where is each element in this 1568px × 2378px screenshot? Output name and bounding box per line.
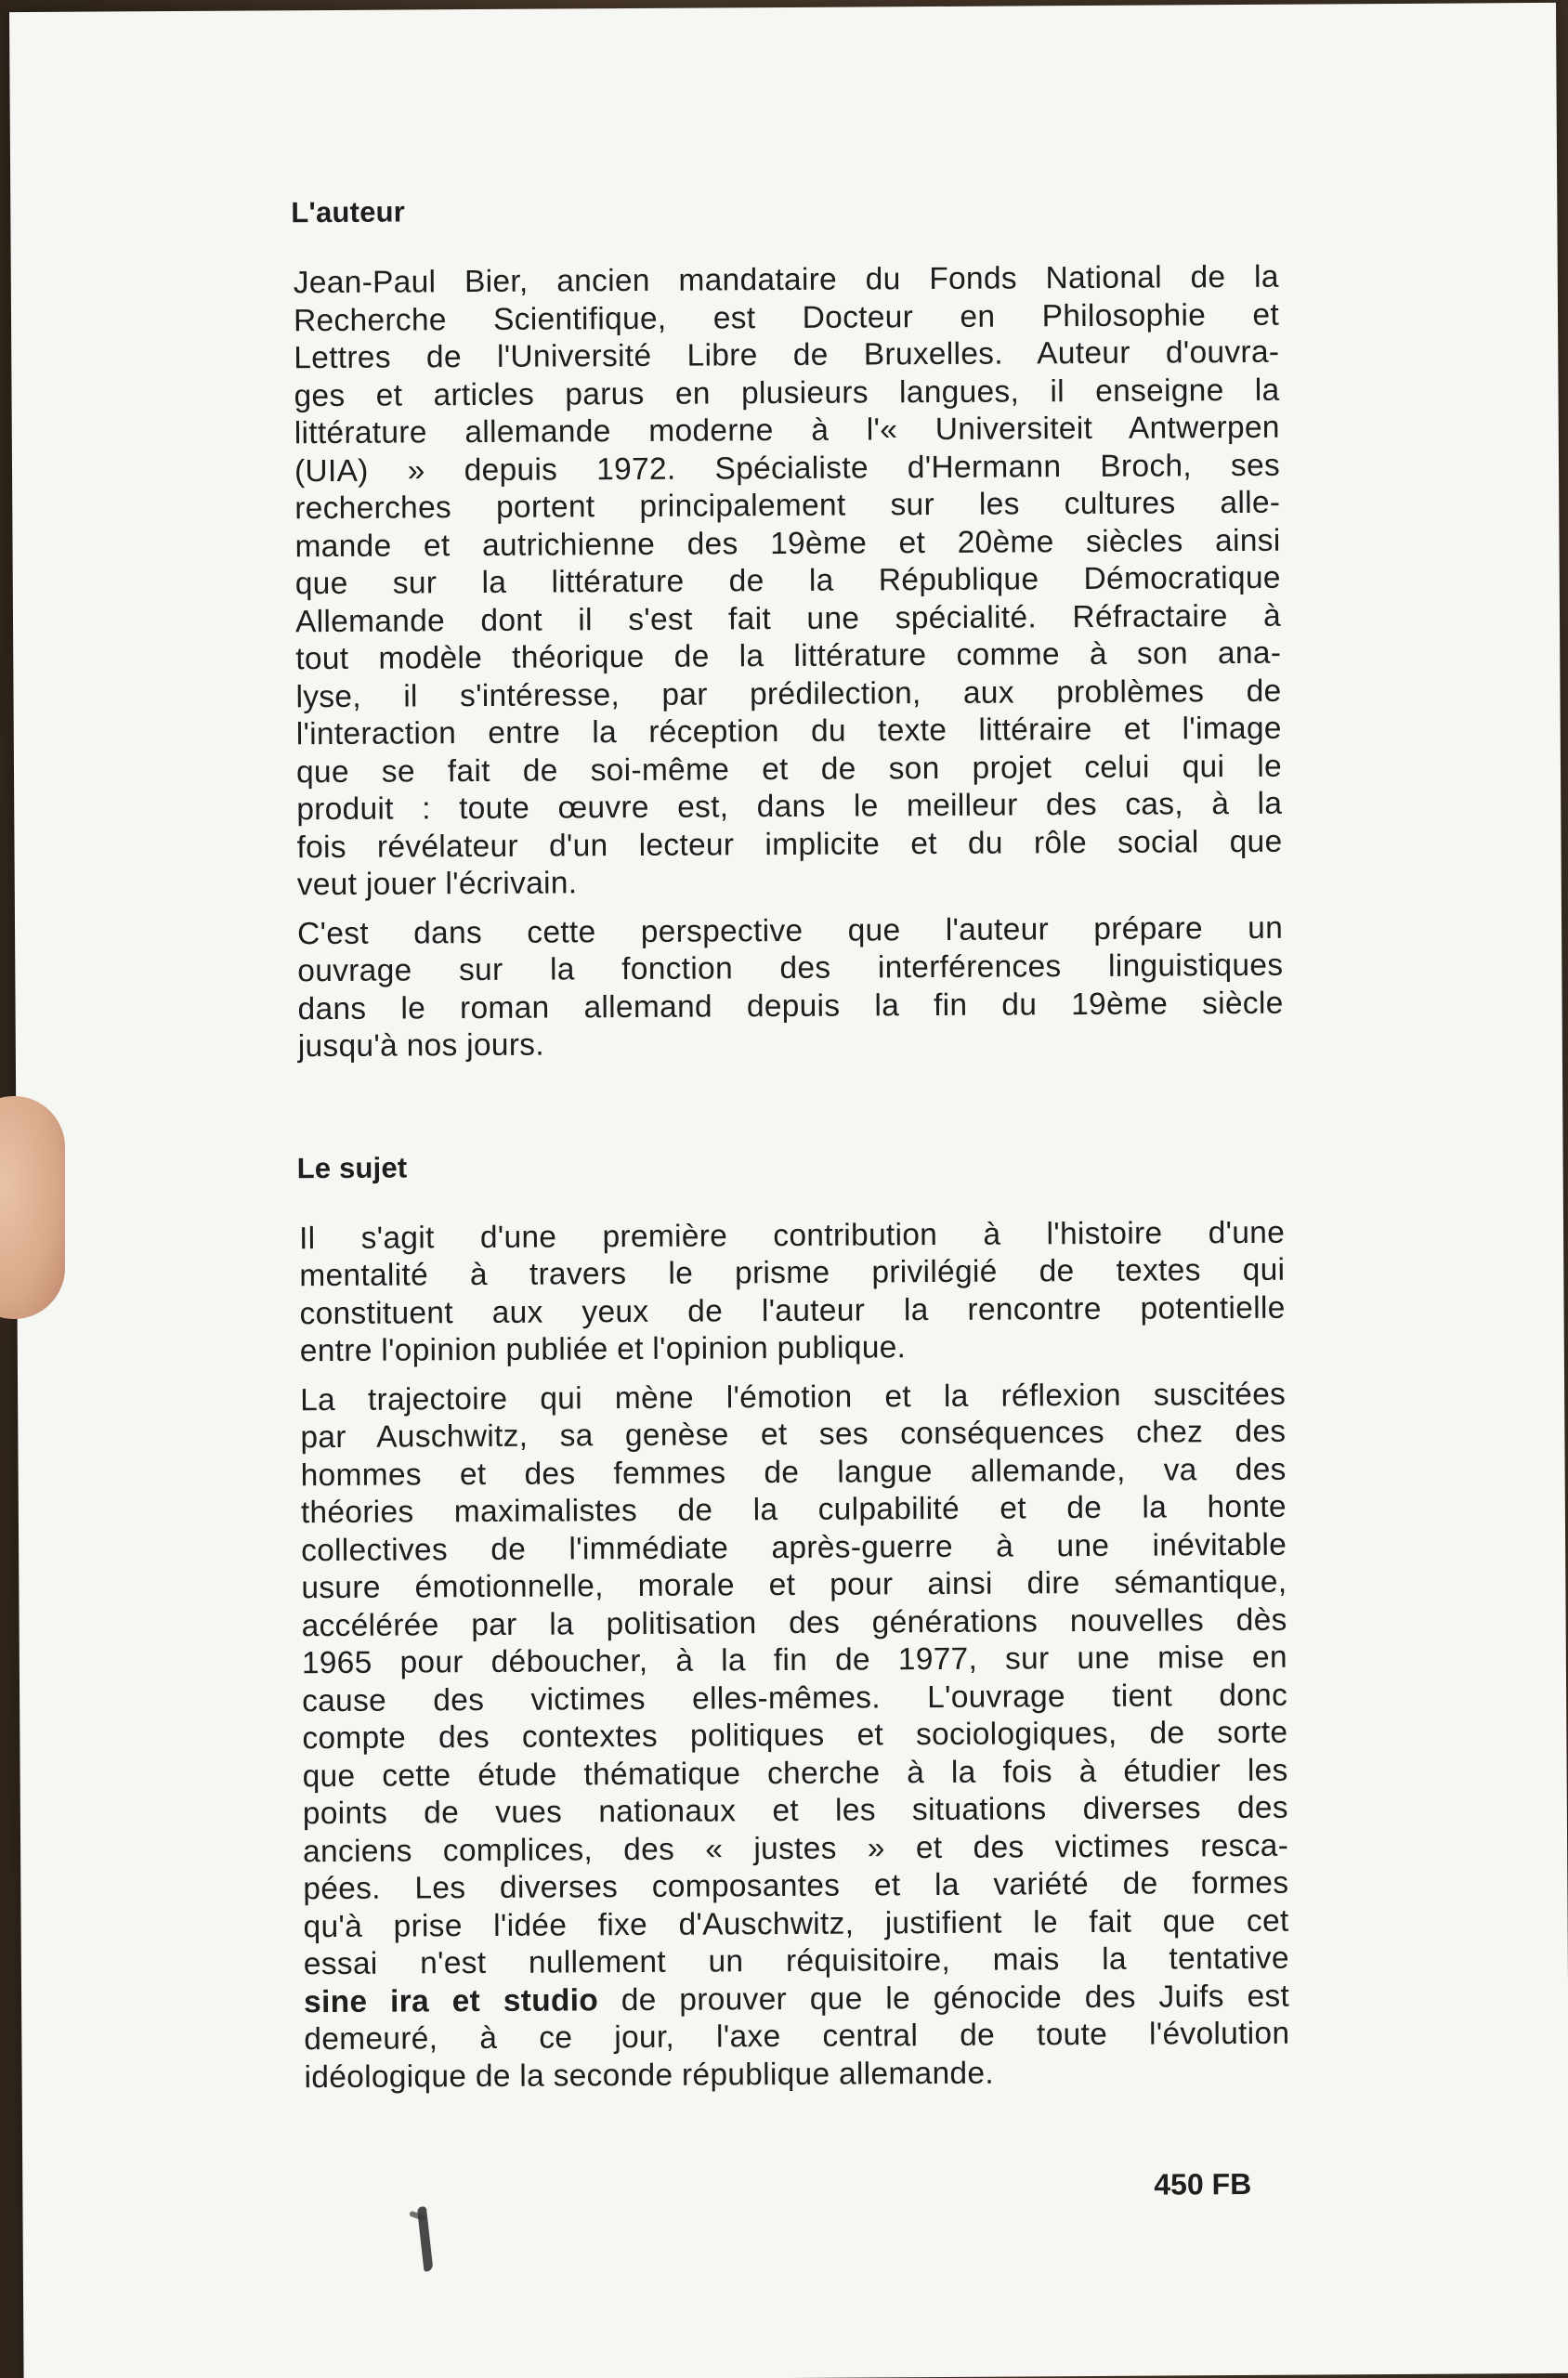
text-line: mentalité à travers le prisme privilégié de textes qui: [299, 1252, 1286, 1294]
text-line: essai n'est nullement un réquisitoire, mais la tentative: [303, 1940, 1289, 1982]
auteur-paragraph-1: [294, 259, 1283, 905]
text-line: ouvrage sur la fonction des interférences linguistiques: [297, 947, 1284, 989]
text-line: (UIA) » depuis 1972. Spécialiste d'Hermann Broch, ses: [294, 448, 1281, 489]
text-line: [304, 1978, 1289, 2021]
text-line: recherches portent principalement sur les cultures alle-: [294, 485, 1281, 527]
text-line: usure émotionnelle, morale et pour ainsi dire sémantique,: [301, 1564, 1287, 1606]
text-line: constituent aux yeux de l'auteur la rencontre potentielle: [299, 1290, 1286, 1331]
text-line: tout modèle théorique de la littérature comme à son ana-: [295, 635, 1282, 677]
text-line: Recherche Scientifique, est Docteur en Philosophie et: [293, 297, 1280, 338]
text-line: Jean-Paul Bier, ancien mandataire du Fonds National de la: [293, 259, 1279, 301]
text-line: Il s'agit d'une première contribution à l'histoire d'une: [298, 1215, 1286, 1256]
text-line: Lettres de l'Université Libre de Bruxelles. Auteur d'ouvra-: [294, 334, 1280, 376]
text-line: qu'à prise l'idée fixe d'Auschwitz, justifient le fait que cet: [303, 1903, 1289, 1944]
text-line: points de vues nationaux et les situations diverses des: [302, 1790, 1288, 1832]
text-line: 1965 pour déboucher, à la fin de 1977, sur une mise en: [301, 1640, 1287, 1681]
text-line: fois révélateur d'un lecteur implicite et du rôle social que: [296, 824, 1283, 865]
text-line: C'est dans cette perspective que l'auteur prépare un: [296, 910, 1284, 951]
text-line: dans le roman allemand depuis la fin du 19ème siècle: [297, 986, 1284, 1026]
text-line: produit : toute œuvre est, dans le meilleur des cas, à la: [296, 786, 1283, 828]
sujet-paragraph-1: [299, 1214, 1286, 1370]
text-line: veut jouer l'écrivain.: [296, 866, 578, 903]
text-line: jusqu'à nos jours.: [297, 1027, 544, 1065]
text-line: La trajectoire qui mène l'émotion et la réflexion suscitées: [300, 1377, 1287, 1418]
auteur-heading: L'auteur: [291, 195, 406, 229]
text-line: que sur la littérature de la République Démocratique: [294, 560, 1281, 602]
text-line: collectives de l'immédiate après-guerre à une inévitable: [301, 1527, 1287, 1568]
text-line: que se fait de soi-même et de son projet celui qui le: [295, 749, 1283, 790]
sujet-paragraph-2: [300, 1376, 1290, 2097]
text-line: hommes et des femmes de langue allemande, va des: [300, 1452, 1287, 1493]
bold-phrase: sine ira et studio: [303, 1982, 599, 2019]
text-line: pées. Les diverses composantes et la variété de formes: [303, 1865, 1289, 1907]
text-line: par Auschwitz, sa genèse et ses conséquences chez des: [300, 1414, 1287, 1456]
auteur-paragraph-2: [297, 909, 1284, 1065]
sujet-heading: Le sujet: [296, 1150, 408, 1184]
text-line: cause des victimes elles-mêmes. L'ouvrage tient donc: [302, 1678, 1288, 1718]
text-line: théories maximalistes de la culpabilité et de la honte: [300, 1489, 1287, 1531]
text-after-bold: de prouver que le génocide des Juifs est: [597, 1979, 1290, 2018]
text-line: littérature allemande moderne à l'« Universiteit Antwerpen: [294, 410, 1280, 451]
sujet-section: [286, 1145, 1290, 2097]
text-line: l'interaction entre la réception du texte littéraire et l'image: [295, 711, 1282, 752]
text-line: accélérée par la politisation des générations nouvelles dès: [301, 1602, 1287, 1643]
text-line: entre l'opinion publiée et l'opinion publique.: [299, 1330, 907, 1369]
price-label: 450 FB: [1154, 2166, 1252, 2202]
thumb: [0, 1096, 65, 1319]
cover-text: [280, 190, 1290, 2109]
text-line: compte des contextes politiques et sociologiques, de sorte: [302, 1715, 1288, 1757]
text-line: lyse, il s'intéresse, par prédilection, aux problèmes de: [295, 673, 1282, 714]
text-line: idéologique de la seconde république allemande.: [304, 2056, 995, 2095]
text-line: demeuré, à ce jour, l'axe central de toute l'évolution: [304, 2016, 1290, 2058]
text-line: que cette étude thématique cherche à la fois à étudier les: [302, 1753, 1288, 1794]
text-line: Allemande dont il s'est fait une spécialité. Réfractaire à: [294, 598, 1282, 639]
text-line: anciens complices, des « justes » et des victimes rescа-: [303, 1828, 1289, 1869]
text-line: mande et autrichienne des 19ème et 20ème siècles ainsi: [294, 523, 1281, 564]
back-cover-page: [9, 3, 1568, 2378]
text-line: ges et articles parus en plusieurs langues, il enseigne la: [294, 372, 1280, 413]
